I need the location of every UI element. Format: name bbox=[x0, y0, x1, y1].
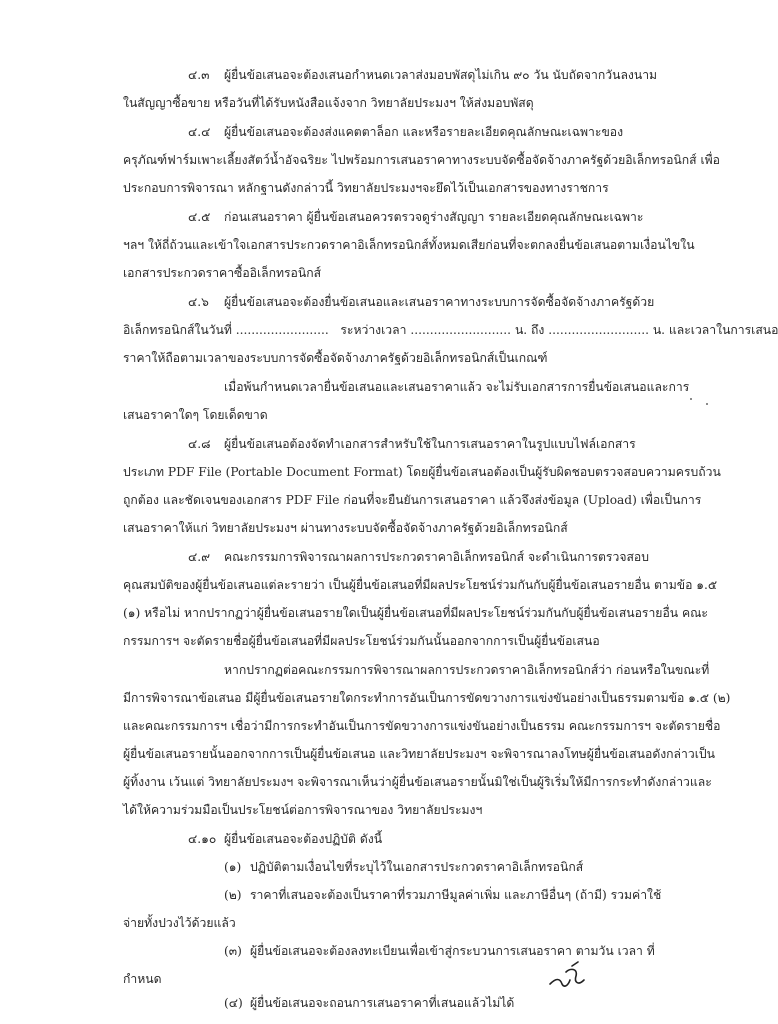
paragraph-4-8-line-3: ถูกต้อง และชัดเจนของเอกสาร PDF File ก่อนที่จะยืนยันการเสนอราคา แล้วจึงส่งข้อมูล (Upload) เพื่อเป็นการ bbox=[123, 493, 702, 507]
paragraph-4-9b-line-4: ผู้ยื่นข้อเสนอรายนั้นออกจากการเป็นผู้ยื่นข้อเสนอ และวิทยาลัยประมงฯ จะพิจารณาลงโทษผู้ยื่นข้อเสนอดังกล่าวเป็น bbox=[123, 747, 715, 761]
scan-speck bbox=[706, 403, 708, 405]
start-time-blank: .......................... bbox=[410, 323, 512, 337]
paragraph-4-10-line-1 bbox=[188, 831, 382, 847]
paragraph-4-8-line-4: เสนอราคาให้แก่ วิทยาลัยประมงฯ ผ่านทางระบบจัดซื้อจัดจ้างภาครัฐด้วยอิเล็กทรอนิกส์ bbox=[123, 521, 568, 535]
clause-number: ๔.๓ bbox=[188, 68, 210, 82]
paragraph-4-5-line-3: เอกสารประกวดราคาซื้ออิเล็กทรอนิกส์ bbox=[123, 266, 322, 280]
list-item-1 bbox=[224, 859, 583, 875]
date-blank: ........................ bbox=[235, 323, 329, 337]
list-item-text: ผู้ยื่นข้อเสนอจะต้องลงทะเบียนเพื่อเข้าสู่กระบวนการเสนอราคา ตามวัน เวลา ที่ bbox=[250, 944, 655, 958]
to-label: น. ถึง bbox=[514, 323, 545, 337]
end-time-blank: .......................... bbox=[548, 323, 649, 337]
paragraph-4-8-line-2: ประเภท PDF File (Portable Document Format) โดยผู้ยื่นข้อเสนอต้องเป็นผู้รับผิดชอบตรวจสอบความครบถ้วน bbox=[123, 465, 721, 479]
scan-speck bbox=[690, 398, 692, 400]
clause-number: ๔.๑๐ bbox=[188, 832, 217, 846]
list-item-text: ผู้ยื่นข้อเสนอจะถอนการเสนอราคาที่เสนอแล้วไม่ได้ bbox=[250, 996, 515, 1010]
time-suffix: น. และเวลาในการเสนอ bbox=[652, 323, 778, 337]
paragraph-4-9b-line-2: มีการพิจารณาข้อเสนอ มีผู้ยื่นข้อเสนอรายใดกระทำการอันเป็นการขัดขวางการแข่งขันอย่างเป็นธรรมตามข้อ ๑.๕ (๒) bbox=[123, 691, 731, 705]
paragraph-4-9-line-4: กรรมการฯ จะตัดรายชื่อผู้ยื่นข้อเสนอที่มีผลประโยชน์ร่วมกันนั้นออกจากการเป็นผู้ยื่นข้อเสนอ bbox=[123, 634, 600, 648]
paragraph-4-3-line-1 bbox=[188, 67, 657, 83]
paragraph-4-6-line-3: ราคาให้ถือตามเวลาของระบบการจัดซื้อจัดจ้างภาครัฐด้วยอิเล็กทรอนิกส์เป็นเกณฑ์ bbox=[123, 351, 548, 365]
paragraph-4-6-line-2 bbox=[123, 322, 778, 338]
paragraph-4-5-line-1 bbox=[188, 209, 643, 225]
paragraph-4-9b-line-3: และคณะกรรมการฯ เชื่อว่ามีการกระทำอันเป็นการขัดขวางการแข่งขันอย่างเป็นธรรม คณะกรรมการฯ จะตัดรายชื่อ bbox=[123, 719, 721, 733]
paragraph-4-7-line-1: เมื่อพ้นกำหนดเวลายื่นข้อเสนอและเสนอราคาแล้ว จะไม่รับเอกสารการยื่นข้อเสนอและการ bbox=[224, 380, 690, 394]
clause-number: ๔.๕ bbox=[188, 210, 211, 224]
clause-number: ๔.๔ bbox=[188, 125, 211, 139]
list-item-text: ปฏิบัติตามเงื่อนไขที่ระบุไว้ในเอกสารประกวดราคาอิเล็กทรอนิกส์ bbox=[250, 860, 584, 874]
paragraph-4-4-line-1 bbox=[188, 124, 623, 140]
list-item-3-continuation: กำหนด bbox=[123, 972, 162, 986]
clause-text: คณะกรรมการพิจารณาผลการประกวดราคาอิเล็กทรอนิกส์ จะดำเนินการตรวจสอบ bbox=[224, 550, 649, 564]
paragraph-4-9b-line-5: ผู้ทิ้งงาน เว้นแต่ วิทยาลัยประมงฯ จะพิจารณาเห็นว่าผู้ยื่นข้อเสนอรายนั้นมิใช่เป็นผู้ริเริ่มให้มีการกระทำดังกล่าวและ bbox=[123, 775, 712, 789]
clause-text: ผู้ยื่นข้อเสนอจะต้องยื่นข้อเสนอและเสนอราคาทางระบบการจัดซื้อจัดจ้างภาครัฐด้วย bbox=[224, 295, 655, 309]
paragraph-4-3-line-2: ในสัญญาซื้อขาย หรือวันที่ได้รับหนังสือแจ้งจาก วิทยาลัยประมงฯ ให้ส่งมอบพัสดุ bbox=[123, 96, 534, 110]
clause-number: ๔.๖ bbox=[188, 295, 209, 309]
paragraph-4-9b-line-6: ได้ให้ความร่วมมือเป็นประโยชน์ต่อการพิจารณาของ วิทยาลัยประมงฯ bbox=[123, 803, 483, 817]
clause-text: ก่อนเสนอราคา ผู้ยื่นข้อเสนอควรตรวจดูร่างสัญญา รายละเอียดคุณลักษณะเฉพาะ bbox=[224, 210, 644, 224]
paragraph-4-7-line-2: เสนอราคาใดๆ โดยเด็ดขาด bbox=[123, 408, 268, 422]
list-item-number: (๑) bbox=[224, 860, 242, 874]
paragraph-4-4-line-2: ครุภัณฑ์ฟาร์มเพาะเลี้ยงสัตว์น้ำอัจฉริยะ ไปพร้อมการเสนอราคาทางระบบจัดซื้อจัดจ้างภาครัฐด้วยอิเล็กทรอนิกส์ เพื่อ bbox=[123, 153, 720, 167]
paragraph-4-4-line-3: ประกอบการพิจารณา หลักฐานดังกล่าวนี้ วิทยาลัยประมงฯจะยึดไว้เป็นเอกสารของทางราชการ bbox=[123, 181, 609, 195]
clause-number: ๔.๘ bbox=[188, 437, 211, 451]
list-item-number: (๓) bbox=[224, 944, 242, 958]
clause-number: ๔.๙ bbox=[188, 550, 211, 564]
paragraph-4-9-line-2: คุณสมบัติของผู้ยื่นข้อเสนอแต่ละรายว่า เป็นผู้ยื่นข้อเสนอที่มีผลประโยชน์ร่วมกันกับผู้ยื่นข้อเสนอรายอื่น ตามข้อ ๑.๕ bbox=[123, 578, 718, 592]
paragraph-4-8-line-1 bbox=[188, 436, 636, 452]
list-item-3 bbox=[224, 943, 655, 959]
clause-text: ผู้ยื่นข้อเสนอจะต้องเสนอกำหนดเวลาส่งมอบพัสดุไม่เกิน ๙๐ วัน นับถัดจากวันลงนาม bbox=[224, 68, 658, 82]
signature-icon bbox=[548, 958, 588, 992]
list-item-number: (๒) bbox=[224, 888, 242, 902]
list-item-text: ราคาที่เสนอจะต้องเป็นราคาที่รวมภาษีมูลค่าเพิ่ม และภาษีอื่นๆ (ถ้ามี) รวมค่าใช้ bbox=[250, 888, 662, 902]
paragraph-4-9-line-1 bbox=[188, 549, 649, 565]
time-label: ระหว่างเวลา bbox=[340, 323, 407, 337]
clause-text: ผู้ยื่นข้อเสนอต้องจัดทำเอกสารสำหรับใช้ในการเสนอราคาในรูปแบบไฟล์เอกสาร bbox=[224, 437, 636, 451]
list-item-4 bbox=[224, 995, 514, 1011]
clause-text: ผู้ยื่นข้อเสนอจะต้องส่งแคตตาล็อก และหรือรายละเอียดคุณลักษณะเฉพาะของ bbox=[224, 125, 624, 139]
paragraph-4-5-line-2: ฯลฯ ให้ถี่ถ้วนและเข้าใจเอกสารประกวดราคาอิเล็กทรอนิกส์ทั้งหมดเสียก่อนที่จะตกลงยื่นข้อเสนอตามเงื่อนไขใน bbox=[123, 238, 695, 252]
paragraph-4-9b-line-1: หากปรากฏต่อคณะกรรมการพิจารณาผลการประกวดราคาอิเล็กทรอนิกส์ว่า ก่อนหรือในขณะที่ bbox=[224, 663, 710, 677]
list-item-2-continuation: จ่ายทั้งปวงไว้ด้วยแล้ว bbox=[123, 916, 236, 930]
paragraph-4-6-line-1 bbox=[188, 294, 654, 310]
list-item-2 bbox=[224, 887, 661, 903]
paragraph-4-9-line-3: (๑) หรือไม่ หากปรากฏว่าผู้ยื่นข้อเสนอรายใดเป็นผู้ยื่นข้อเสนอที่มีผลประโยชน์ร่วมกันกับผู้ยื่นข้อเสนอรายอื่น คณะ bbox=[123, 606, 708, 620]
list-item-number: (๔) bbox=[224, 996, 243, 1010]
date-label: อิเล็กทรอนิกส์ในวันที่ bbox=[123, 323, 232, 337]
clause-text: ผู้ยื่นข้อเสนอจะต้องปฏิบัติ ดังนี้ bbox=[224, 832, 383, 846]
